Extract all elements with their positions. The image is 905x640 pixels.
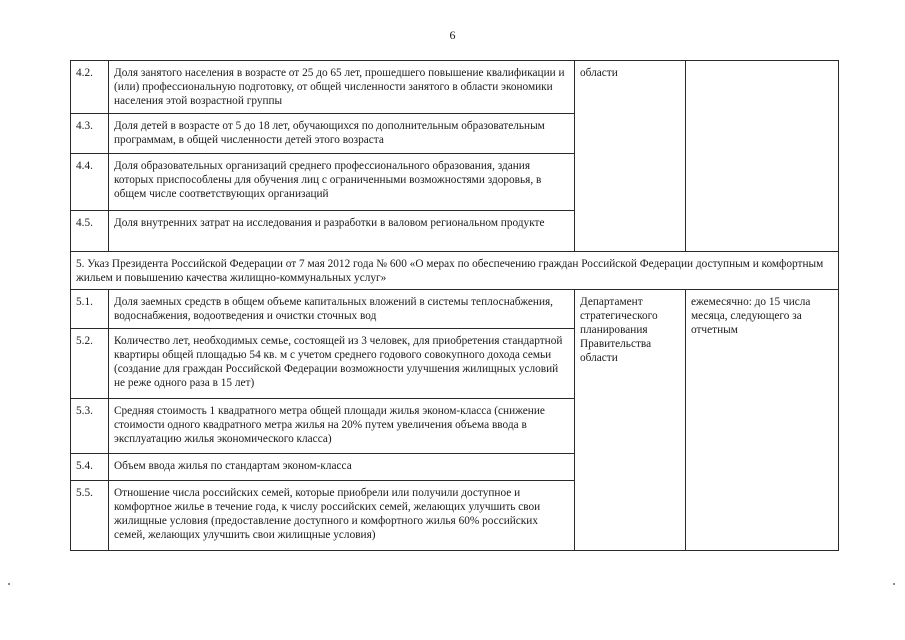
responsible-cell: области [575,61,686,252]
row-number: 5.4. [71,454,109,481]
scan-mark [893,583,895,585]
section-title: 5. Указ Президента Российской Федерации от 7 мая 2012 года № 600 «О мерах по обеспечению граждан Российской Федерации доступным и комфортным жильем и повышению качества жилищно-коммунальных услуг» [71,252,839,290]
row-number: 5.5. [71,481,109,551]
indicator-text: Средняя стоимость 1 квадратного метра общей площади жилья эконом-класса (снижение стоимости одного квадратного метра жилья на 20% путем увеличения объема ввода в эксплуатацию жилья экономического класса) [109,399,575,454]
indicator-text: Доля детей в возрасте от 5 до 18 лет, обучающихся по дополнительным образовательным программам, в общей численности детей этого возраста [109,114,575,154]
row-number: 5.3. [71,399,109,454]
indicator-text: Доля занятого населения в возрасте от 25 до 65 лет, прошедшего повышение квалификации и (или) профессиональную подготовку, от общей численности занятого в области экономики населения этой возрастной группы [109,61,575,114]
responsible-cell: Департамент стратегического планирования Правительства области [575,290,686,551]
row-number: 4.4. [71,154,109,211]
period-cell: ежемесячно: до 15 числа месяца, следующего за отчетным [686,290,839,551]
section-header-row [71,252,839,290]
indicator-text: Доля образовательных организаций среднего профессионального образования, здания которых приспособлены для обучения лиц с ограниченными возможностями здоровья, в общем числе соответствующих организаций [109,154,575,211]
indicator-text: Отношение числа российских семей, которые приобрели или получили доступное и комфортное жилье в течение года, к числу российских семей, желающих улучшить свои жилищные условия (предоставление доступного и комфортного жилья 60% российских семей, желающих улучшить свои жилищные условия) [109,481,575,551]
table-row [71,61,839,114]
row-number: 5.2. [71,329,109,399]
indicator-text: Объем ввода жилья по стандартам эконом-класса [109,454,575,481]
page-number: 6 [449,28,456,42]
scan-mark [8,583,10,585]
indicator-text: Количество лет, необходимых семье, состоящей из 3 человек, для приобретения стандартной квартиры общей площадью 54 кв. м с учетом среднего годового совокупного дохода семьи (создание для граждан Российской Федерации возможности улучшения жилищных условий не реже одного раза в 15 лет) [109,329,575,399]
row-number: 4.5. [71,211,109,252]
row-number: 4.2. [71,61,109,114]
row-number: 4.3. [71,114,109,154]
indicators-table [70,60,839,551]
table-row [71,290,839,329]
indicator-text: Доля заемных средств в общем объеме капитальных вложений в системы теплоснабжения, водоснабжения, водоотведения и очистки сточных вод [109,290,575,329]
period-cell [686,61,839,252]
row-number: 5.1. [71,290,109,329]
indicator-text: Доля внутренних затрат на исследования и разработки в валовом региональном продукте [109,211,575,252]
